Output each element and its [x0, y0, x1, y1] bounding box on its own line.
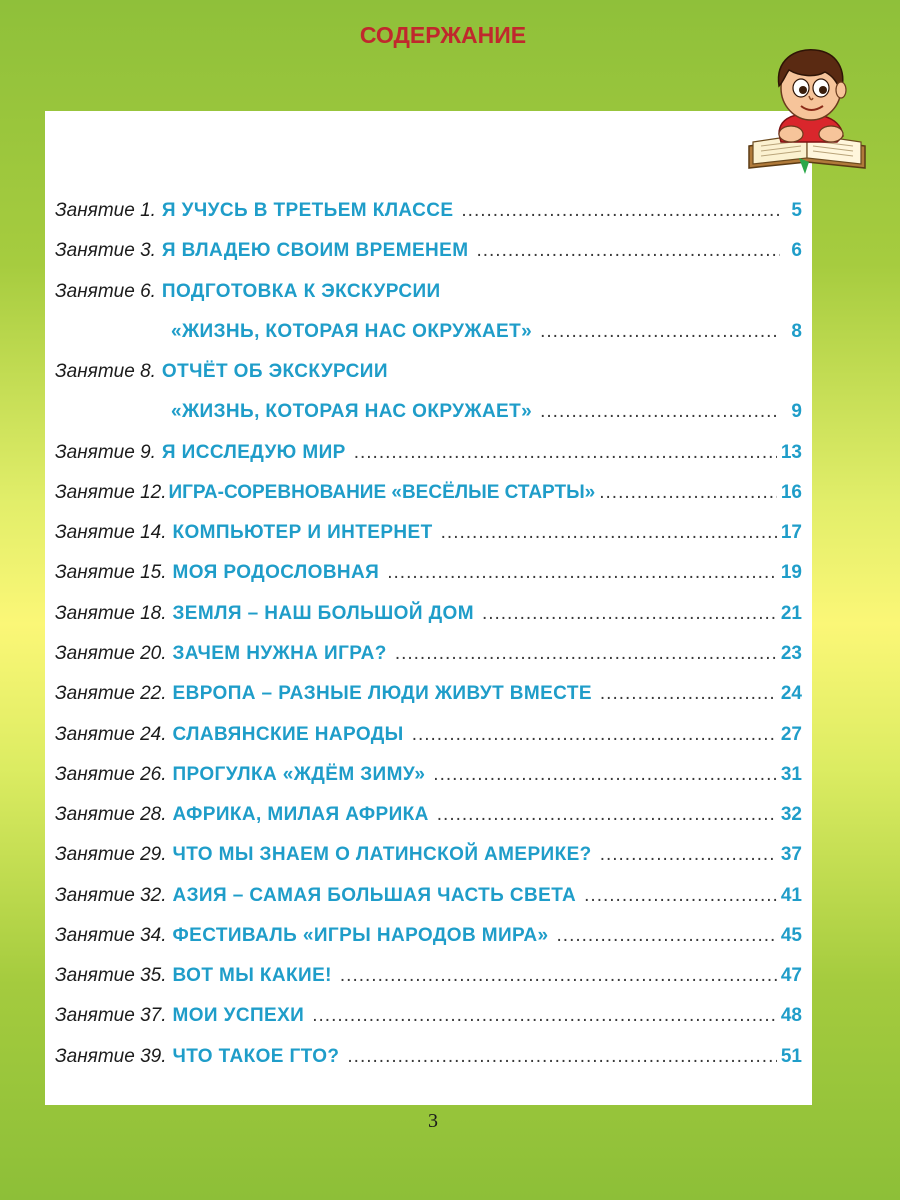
toc-entry[interactable]: [55, 562, 802, 592]
dot-leader: [540, 321, 780, 343]
toc-entry[interactable]: [55, 885, 802, 915]
toc-entry[interactable]: [55, 683, 802, 713]
page-ref: 41: [780, 885, 802, 906]
page-ref: 6: [791, 240, 802, 261]
lesson-number: Занятие 29.: [55, 844, 167, 865]
page-ref: 47: [780, 965, 802, 986]
toc-entry[interactable]: [55, 643, 802, 673]
lesson-topic: Я ИССЛЕДУЮ МИР: [161, 442, 346, 463]
lesson-topic: Я УЧУСЬ В ТРЕТЬЕМ КЛАССЕ: [161, 200, 454, 221]
dot-leader: [395, 643, 777, 665]
dot-leader: [441, 522, 777, 544]
page-ref: 5: [791, 200, 802, 221]
lesson-number: Занятие 35.: [55, 965, 167, 986]
lesson-number: Занятие 9.: [55, 442, 156, 463]
lesson-number: Занятие 3.: [55, 240, 156, 261]
dot-leader: [557, 925, 777, 947]
dot-leader: [340, 965, 777, 987]
lesson-number: Занятие 15.: [55, 562, 167, 583]
lesson-topic: ПОДГОТОВКА К ЭКСКУРСИИ: [161, 281, 441, 302]
dot-leader: [412, 724, 777, 746]
boy-icon: [778, 50, 846, 142]
lesson-topic: АЗИЯ – САМАЯ БОЛЬШАЯ ЧАСТЬ СВЕТА: [172, 885, 577, 906]
lesson-number: Занятие 18.: [55, 603, 167, 624]
dot-leader: [461, 200, 780, 222]
dot-leader: [600, 683, 777, 705]
page-ref: 37: [780, 844, 802, 865]
dot-leader: [540, 401, 780, 423]
page-ref: 48: [780, 1005, 802, 1026]
lesson-number: Занятие 26.: [55, 764, 167, 785]
page-ref: 27: [780, 724, 802, 745]
page-ref: 31: [780, 764, 802, 785]
lesson-number: Занятие 37.: [55, 1005, 167, 1026]
lesson-number: Занятие 14.: [55, 522, 167, 543]
lesson-number: Занятие 20.: [55, 643, 167, 664]
toc-entry[interactable]: [55, 240, 802, 270]
lesson-topic: ЧТО ТАКОЕ ГТО?: [172, 1046, 340, 1067]
boy-reading-illustration: [745, 42, 870, 177]
page-ref: 16: [780, 482, 802, 503]
dot-leader: [476, 240, 780, 262]
lesson-topic: ОТЧЁТ ОБ ЭКСКУРСИИ: [161, 361, 388, 382]
page-ref: 19: [780, 562, 802, 583]
lesson-topic: АФРИКА, МИЛАЯ АФРИКА: [172, 804, 429, 825]
lesson-number: Занятие 1.: [55, 200, 156, 221]
dot-leader: [584, 885, 777, 907]
toc-entry[interactable]: [55, 281, 802, 311]
lesson-number: Занятие 24.: [55, 724, 167, 745]
page-ref: 9: [791, 401, 802, 422]
lesson-topic: ЗЕМЛЯ – НАШ БОЛЬШОЙ ДОМ: [172, 603, 474, 624]
dot-leader: [433, 764, 777, 786]
page-ref: 51: [780, 1046, 802, 1067]
lesson-topic: МОИ УСПЕХИ: [172, 1005, 305, 1026]
dot-leader: [482, 603, 777, 625]
lesson-topic: ФЕСТИВАЛЬ «ИГРЫ НАРОДОВ МИРА»: [172, 925, 549, 946]
toc-entry[interactable]: [55, 1005, 802, 1035]
lesson-number: Занятие 8.: [55, 361, 156, 382]
lesson-number: Занятие 28.: [55, 804, 167, 825]
toc-entry[interactable]: [55, 804, 802, 834]
lesson-topic: ВОТ МЫ КАКИЕ!: [172, 965, 332, 986]
toc-entry[interactable]: [55, 1046, 802, 1076]
lesson-number: Занятие 39.: [55, 1046, 167, 1067]
lesson-topic: ПРОГУЛКА «ЖДЁМ ЗИМУ»: [172, 764, 426, 785]
toc-entry[interactable]: [55, 603, 802, 633]
lesson-topic: ИГРА-СОРЕВНОВАНИЕ «ВЕСЁЛЫЕ СТАРТЫ»: [168, 482, 596, 503]
toc-entry[interactable]: [55, 724, 802, 754]
page-ref: 21: [780, 603, 802, 624]
dot-leader: [354, 442, 777, 464]
dot-leader: [599, 482, 777, 504]
lesson-topic-line2: «ЖИЗНЬ, КОТОРАЯ НАС ОКРУЖАЕТ»: [171, 401, 533, 422]
lesson-topic: ЗАЧЕМ НУЖНА ИГРА?: [172, 643, 387, 664]
dot-leader: [437, 804, 777, 826]
lesson-topic: МОЯ РОДОСЛОВНАЯ: [172, 562, 380, 583]
toc-entry[interactable]: [55, 844, 802, 874]
toc-entry[interactable]: [55, 482, 802, 512]
page-ref: 24: [780, 683, 802, 704]
page-ref: 45: [780, 925, 802, 946]
lesson-number: Занятие 34.: [55, 925, 167, 946]
page-ref: 13: [780, 442, 802, 463]
toc-entry[interactable]: [55, 764, 802, 794]
page-ref: 23: [780, 643, 802, 664]
toc-entry[interactable]: [55, 361, 802, 391]
page-number: 3: [428, 1110, 438, 1132]
toc-entry-continuation[interactable]: [171, 401, 802, 431]
toc-entry[interactable]: [55, 522, 802, 552]
page-ref: 32: [780, 804, 802, 825]
dot-leader: [387, 562, 777, 584]
toc-entry[interactable]: [55, 965, 802, 995]
toc-entry[interactable]: [55, 442, 802, 472]
lesson-number: Занятие 22.: [55, 683, 167, 704]
toc-entry[interactable]: [55, 925, 802, 955]
lesson-topic-line2: «ЖИЗНЬ, КОТОРАЯ НАС ОКРУЖАЕТ»: [171, 321, 533, 342]
lesson-topic: СЛАВЯНСКИЕ НАРОДЫ: [172, 724, 404, 745]
lesson-topic: Я ВЛАДЕЮ СВОИМ ВРЕМЕНЕМ: [161, 240, 469, 261]
page-title: СОДЕРЖАНИЕ: [359, 22, 527, 48]
dot-leader: [312, 1005, 777, 1027]
lesson-topic: ЧТО МЫ ЗНАЕМ О ЛАТИНСКОЙ АМЕРИКЕ?: [172, 844, 592, 865]
dot-leader: [600, 844, 777, 866]
lesson-topic: КОМПЬЮТЕР И ИНТЕРНЕТ: [172, 522, 433, 543]
lesson-topic: ЕВРОПА – РАЗНЫЕ ЛЮДИ ЖИВУТ ВМЕСТЕ: [172, 683, 592, 704]
toc-entry-continuation[interactable]: [171, 321, 802, 351]
dot-leader: [347, 1046, 776, 1068]
page-ref: 17: [780, 522, 802, 543]
page-ref: 8: [791, 321, 802, 342]
lesson-number: Занятие 6.: [55, 281, 156, 302]
toc-entry[interactable]: [55, 200, 802, 230]
lesson-number: Занятие 32.: [55, 885, 167, 906]
lesson-number: Занятие 12.: [55, 482, 167, 503]
